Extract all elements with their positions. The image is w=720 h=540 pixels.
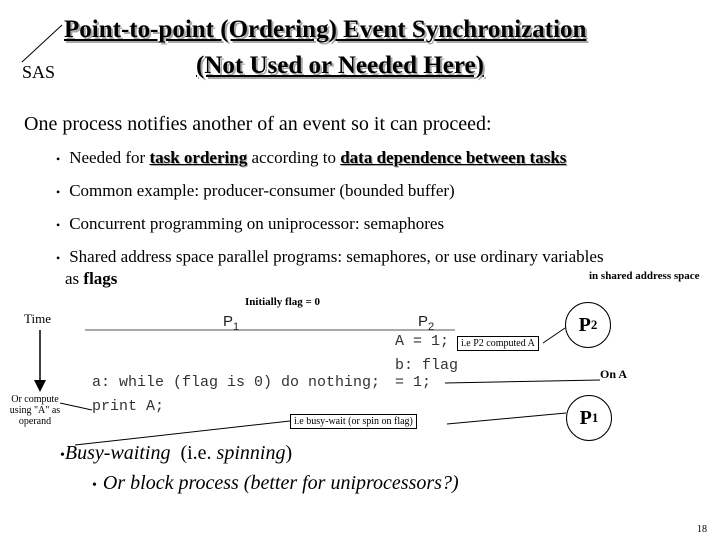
or-compute-note — [6, 394, 64, 427]
page-number: 18 — [697, 524, 707, 535]
p2-circle-sub: 2 — [590, 317, 598, 332]
on-a-connector — [445, 380, 600, 383]
term-task-ordering: task ordering — [149, 148, 248, 167]
or-compute-line-2: using "A" as — [9, 405, 61, 416]
or-compute-line-1: Or compute — [11, 394, 59, 405]
page-title-line-1: Point-to-point (Ordering) Event Synchronization — [64, 16, 587, 43]
code-p1-print-a: print A; — [92, 398, 165, 415]
spinning-term: spinning — [216, 442, 286, 464]
page-title-line-2: (Not Used or Needed Here) — [196, 52, 484, 79]
p1-circle-letter: P — [579, 406, 592, 429]
on-a-label: On A — [600, 367, 628, 381]
busy-post: ) — [285, 442, 293, 464]
bullet-2-text: Common example: producer-consumer (bounded buffer) — [69, 181, 455, 200]
bullet-1-mid: according to — [247, 148, 341, 167]
bullet-dot: • — [60, 448, 65, 463]
bullet-1-pre: Needed for — [69, 148, 150, 167]
busy-wait-note: i.e busy-wait (or spin on flag) — [290, 414, 417, 429]
p2-header-letter: P — [418, 313, 429, 330]
time-arrow-head — [34, 380, 46, 392]
bullet-dot: • — [56, 152, 61, 166]
code-p2-flag-label: b: flag — [395, 357, 459, 374]
block-process-line — [92, 472, 459, 495]
code-p2-assign-a: A = 1; — [395, 333, 450, 350]
shared-address-note: in shared address space — [589, 270, 700, 282]
term-flags: flags — [83, 269, 118, 288]
bullet-dot: • — [56, 185, 61, 199]
p2-computed-a-note: i.e P2 computed A — [457, 336, 539, 351]
time-label: Time — [24, 311, 51, 326]
sas-diagonal-line — [22, 25, 62, 62]
busy-waiting-term: Busy-waiting — [64, 442, 171, 464]
p1-circle — [566, 395, 612, 441]
p2-header-sub: 2 — [428, 321, 435, 333]
p2-column-header — [418, 313, 434, 333]
bullet-dot: • — [56, 218, 61, 232]
busy-pre: (i.e. — [180, 442, 217, 464]
p1-circle-sub: 1 — [591, 410, 599, 425]
bullet-semaphores — [56, 214, 444, 234]
or-compute-line-3: operand — [18, 416, 52, 427]
p1-note-connector — [447, 413, 566, 424]
bullet-producer-consumer — [56, 181, 455, 201]
bullet-dot: • — [92, 478, 97, 493]
bullet-shared-address — [56, 247, 604, 267]
p1-header-sub: 1 — [233, 321, 240, 333]
intro-text: One process notifies another of an event so it can proceed: — [24, 113, 492, 135]
bullet-4-line-1: Shared address space parallel programs: semaphores, or use ordinary variables — [69, 247, 604, 266]
initial-flag-note: Initially flag = 0 — [245, 296, 321, 308]
bullet-4-pre: as — [65, 269, 84, 288]
bullet-4-line-2 — [65, 269, 117, 289]
code-p1-while-loop: a: while (flag is 0) do nothing; — [92, 374, 381, 391]
p1-column-header — [223, 313, 239, 333]
or-compute-connector — [60, 403, 92, 410]
bullet-dot: • — [56, 251, 61, 265]
block-process-text: Or block process (better for uniprocessors?) — [102, 472, 459, 494]
p2-circle — [565, 302, 611, 348]
sas-label: SAS — [22, 62, 56, 82]
bullet-task-ordering — [56, 148, 566, 168]
p1-header-letter: P — [223, 313, 234, 330]
term-data-dependence: data dependence between tasks — [340, 148, 567, 167]
p2-note-connector — [543, 328, 565, 343]
code-p2-assign-flag: = 1; — [395, 374, 432, 391]
busy-waiting-line — [60, 442, 292, 465]
bullet-3-text: Concurrent programming on uniprocessor: semaphores — [69, 214, 445, 233]
p2-circle-letter: P — [578, 313, 591, 336]
